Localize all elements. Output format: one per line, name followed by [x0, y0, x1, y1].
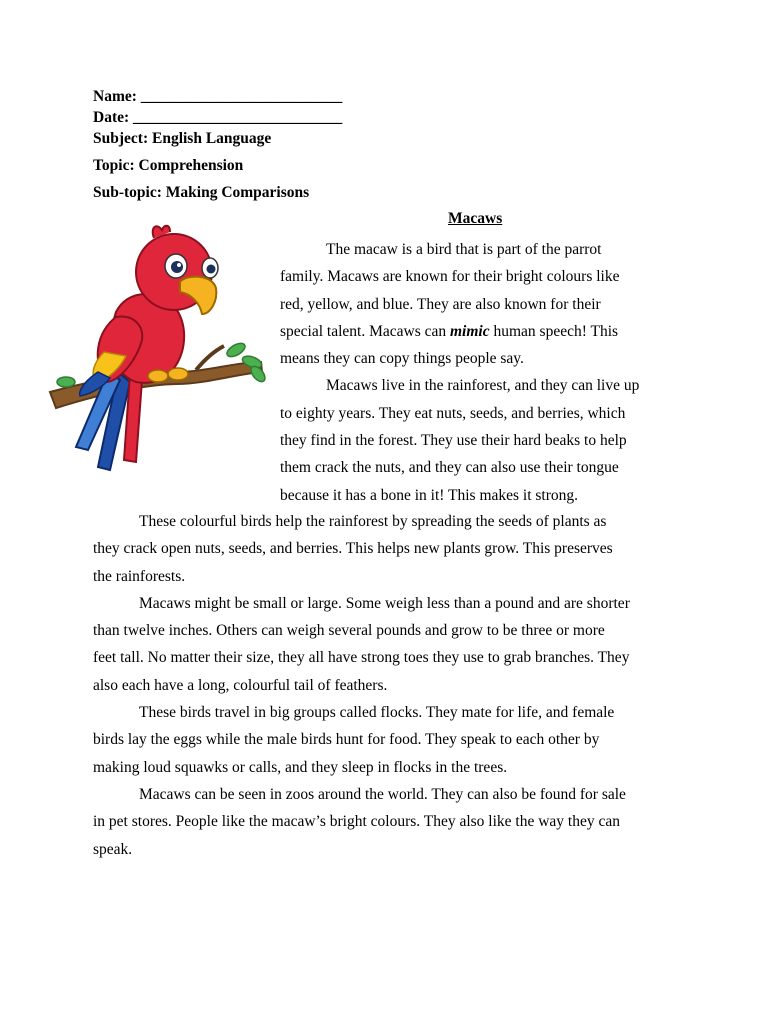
paragraph-line: than twelve inches. Others can weigh several pounds and grow to be three or more	[93, 622, 605, 640]
paragraph-line: speak.	[93, 840, 133, 858]
text-segment: human speech! This	[489, 322, 619, 340]
paragraph-line: birds lay the eggs while the male birds hunt for food. They speak to each other by	[93, 731, 600, 749]
worksheet-header	[93, 86, 693, 203]
paragraph-line: Macaws live in the rainforest, and they can live up	[326, 377, 640, 395]
topic-line: Topic: Comprehension	[93, 157, 244, 174]
paragraph-line: These birds travel in big groups called flocks. They mate for life, and female	[139, 704, 615, 722]
paragraph-line: also each have a long, colourful tail of feathers.	[93, 676, 388, 694]
paragraph-line: making loud squawks or calls, and they sleep in flocks in the trees.	[93, 758, 508, 776]
subject-line: Subject: English Language	[93, 130, 272, 147]
paragraph-line	[280, 318, 680, 345]
paragraph-line: feet tall. No matter their size, they all have strong toes they use to grab branches. They	[93, 649, 630, 667]
macaw-parrot-illustration	[46, 222, 272, 480]
text-segment: special talent. Macaws can	[280, 322, 450, 340]
subtopic-line: Sub-topic: Making Comparisons	[93, 184, 310, 201]
paragraph-line: in pet stores. People like the macaw’s bright colours. They also like the way they can	[93, 813, 621, 831]
paragraph-line: means they can copy things people say.	[280, 350, 524, 368]
emphasized-word: mimic	[450, 322, 490, 340]
paragraph-line: Macaws can be seen in zoos around the world. They can also be found for sale	[139, 785, 626, 803]
paragraph-line: them crack the nuts, and they can also use their tongue	[280, 459, 619, 477]
intro-text-wrapped	[280, 236, 680, 509]
paragraph-line: red, yellow, and blue. They are also known for their	[280, 295, 601, 313]
date-field: Date: ___________________________	[93, 109, 343, 126]
paragraph-line: they find in the forest. They use their hard beaks to help	[280, 432, 627, 450]
article-title: Macaws	[448, 210, 503, 227]
name-field: Name: __________________________	[93, 88, 343, 105]
paragraph-line: Macaws might be small or large. Some weigh less than a pound and are shorter	[139, 594, 630, 612]
paragraph-line: they crack open nuts, seeds, and berries. This helps new plants grow. This preserves	[93, 540, 613, 558]
paragraph-line: to eighty years. They eat nuts, seeds, and berries, which	[280, 404, 626, 422]
article-body	[93, 508, 675, 863]
paragraph-line: family. Macaws are known for their bright colours like	[280, 268, 620, 286]
paragraph-line: These colourful birds help the rainforest by spreading the seeds of plants as	[139, 513, 607, 530]
paragraph-line: the rainforests.	[93, 567, 186, 585]
paragraph-line: because it has a bone in it! This makes it strong.	[280, 486, 579, 504]
paragraph-line: The macaw is a bird that is part of the parrot	[326, 241, 602, 258]
